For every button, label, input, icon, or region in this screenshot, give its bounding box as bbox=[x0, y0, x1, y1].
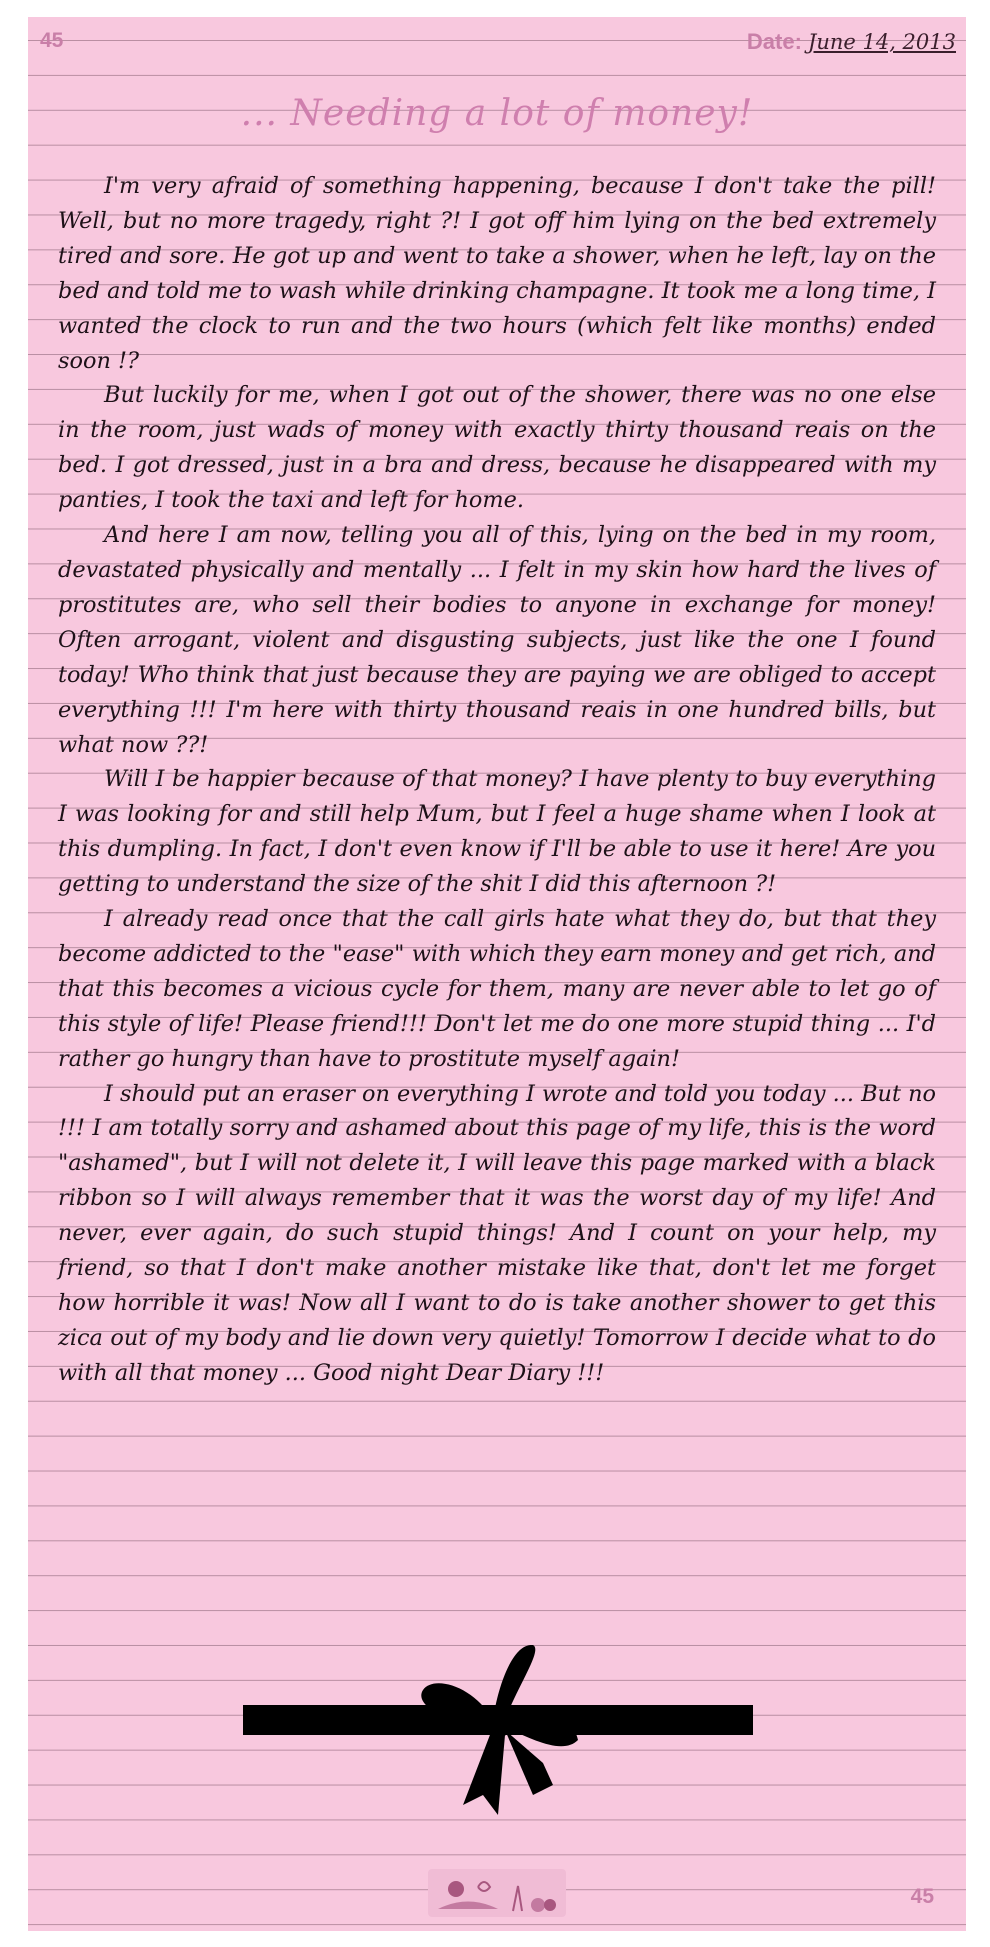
paragraph: I'm very afraid of something happening, because I don't take the pill! Well, but no more tragedy, right ?! I got off him lying on the bed extremely tired and sore. He got up and went to take a shower, when he left, lay on the bed and told me to wash while drinking champagne. It took me a long time, I wanted the clock to run and the two hours (which felt like months) ended soon !? bbox=[58, 173, 936, 374]
paragraph: I already read once that the call girls hate what they do, but that they become addicted to the "ease" with which they earn money and get rich, and that this becomes a vicious cycle for them, many are never able to let go of this style of life! Please friend!!! Don't let me do one more stupid thing ... I'd rather go hungry than have to prostitute myself again! bbox=[58, 906, 936, 1072]
date-value: June 14, 2013 bbox=[807, 30, 956, 54]
page-number-top: 45 bbox=[40, 29, 64, 52]
paragraph: And here I am now, telling you all of this, lying on the bed in my room, devastated physically and mentally ... I felt in my skin how hard the lives of prostitutes are, who sell their bodies to anyone in exchange for money! Often arrogant, violent and disgusting subjects, just like the one I found today! Who think that just because they are paying we are obliged to accept everything !!! I'm here with thirty thousand reais in one hundred bills, but what now ??! bbox=[58, 522, 936, 758]
entry-title: ... Needing a lot of money! bbox=[240, 93, 754, 134]
paragraph: I should put an eraser on everything I wrote and told you today ... But no !!! I am totally sorry and ashamed about this page of my life, this is the word "ashamed", but I will not delete it, I will leave this page marked with a black ribbon so I will always remember that it was the worst day of my life! And never, ever again, do such stupid things! And I count on your help, my friend, so that I don't make another mistake like that, don't let me forget how horrible it was! Now all I want to do is take another shower to get this zica out of my body and lie down very quietly! Tomorrow I decide what to do with all that money ... Good night Dear Diary !!! bbox=[58, 1080, 936, 1386]
footer-decoration-icon bbox=[428, 1869, 566, 1917]
date-label: Date: bbox=[746, 29, 802, 54]
black-ribbon-icon bbox=[243, 1645, 753, 1815]
entry-body bbox=[58, 169, 936, 1391]
paragraph: But luckily for me, when I got out of the shower, there was no one else in the room, just wads of money with exactly thirty thousand reais on the bed. I got dressed, just in a bra and dress, because he disappeared with my panties, I took the taxi and left for home. bbox=[58, 382, 936, 514]
paragraph: Will I be happier because of that money? I have plenty to buy everything I was looking for and still help Mum, but I feel a huge shame when I look at this dumpling. In fact, I don't even know if I'll be able to use it here! Are you getting to understand the size of the shit I did this afternoon ?! bbox=[58, 766, 936, 898]
date-header bbox=[747, 29, 956, 55]
diary-page bbox=[28, 17, 966, 1931]
page-number-bottom: 45 bbox=[910, 1885, 934, 1908]
